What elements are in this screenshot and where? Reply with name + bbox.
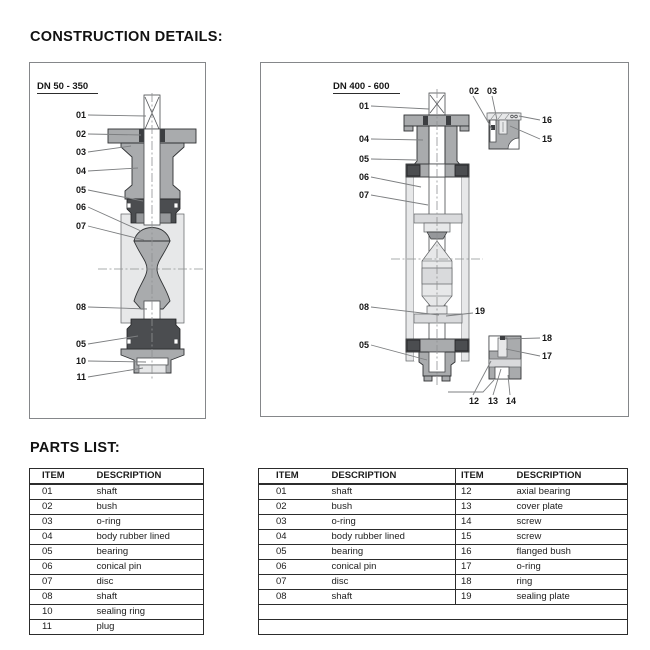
parts-row [259, 575, 628, 590]
cell-item: 02 [259, 500, 315, 515]
callout-06: 06 [358, 172, 369, 182]
cell-description: o-ring [516, 560, 628, 575]
cell-description: bearing [315, 545, 456, 560]
parts-row [30, 545, 204, 560]
callout-01: 01 [358, 101, 369, 111]
parts-row [259, 484, 628, 500]
cell-description: disc [315, 575, 456, 590]
callout-14: 14 [505, 396, 516, 406]
leader-line [88, 115, 146, 116]
cell-description: bush [315, 500, 456, 515]
parts-row [30, 530, 204, 545]
parts-list-heading: PARTS LIST: [30, 440, 121, 456]
leader-line [371, 106, 429, 109]
callout-02: 02 [75, 129, 86, 139]
cell-item: 04 [30, 530, 85, 545]
callout-01: 01 [75, 110, 86, 120]
callout-18: 18 [542, 333, 553, 343]
parts-row [30, 575, 204, 590]
cell-description: bearing [85, 545, 204, 560]
empty-row-cell [259, 605, 628, 620]
dn400-range-label: DN 400 - 600 [333, 81, 400, 94]
callout-07: 07 [358, 190, 369, 200]
leader-line [519, 116, 540, 120]
parts-row [30, 590, 204, 605]
parts-row [30, 515, 204, 530]
parts-row [30, 500, 204, 515]
callout-12: 12 [468, 396, 479, 406]
cell-description: screw [516, 530, 628, 545]
callout-05: 05 [358, 340, 369, 350]
header-item: ITEM [456, 469, 516, 485]
parts-table-dn50 [29, 468, 204, 635]
callout-04: 04 [75, 166, 86, 176]
cell-item: 19 [456, 590, 516, 605]
cell-description: shaft [315, 590, 456, 605]
parts-row [259, 590, 628, 605]
leader-line [88, 168, 138, 171]
cell-item: 08 [259, 590, 315, 605]
parts-header-row [259, 469, 628, 485]
cell-item: 06 [30, 560, 85, 575]
cell-description: screw [516, 515, 628, 530]
leader-line [371, 159, 416, 160]
header-item: ITEM [30, 469, 85, 485]
callout-11: 11 [76, 372, 86, 382]
cell-description: body rubber lined [315, 530, 456, 545]
cell-description: ring [516, 575, 628, 590]
parts-row [30, 560, 204, 575]
cell-description: body rubber lined [85, 530, 204, 545]
callout-07: 07 [75, 221, 86, 231]
header-description: DESCRIPTION [315, 469, 456, 485]
cell-description: shaft [85, 484, 204, 500]
diagram-dn50-box [29, 62, 206, 419]
cell-description: shaft [85, 590, 204, 605]
diagram-dn400-box [260, 62, 629, 417]
cell-description: flanged bush [516, 545, 628, 560]
callout-13: 13 [487, 396, 498, 406]
cell-item: 10 [30, 605, 85, 620]
cell-description: axial bearing [516, 484, 628, 500]
cell-item: 15 [456, 530, 516, 545]
callout-03: 03 [486, 86, 497, 96]
header-description: DESCRIPTION [516, 469, 628, 485]
cell-item: 03 [30, 515, 85, 530]
cell-description: bush [85, 500, 204, 515]
callout-10: 10 [75, 356, 86, 366]
empty-row [259, 620, 628, 635]
cell-item: 02 [30, 500, 85, 515]
cell-description: sealing ring [85, 605, 204, 620]
cell-item: 11 [30, 620, 85, 635]
callout-03: 03 [75, 147, 86, 157]
parts-row [30, 484, 204, 500]
cell-item: 13 [456, 500, 516, 515]
cell-description: plug [85, 620, 204, 635]
cell-item: 17 [456, 560, 516, 575]
dn50-valve-drawing [30, 63, 205, 418]
parts-row [259, 530, 628, 545]
cell-description: conical pin [85, 560, 204, 575]
empty-row [259, 605, 628, 620]
cell-item: 16 [456, 545, 516, 560]
parts-row [259, 515, 628, 530]
header-description: DESCRIPTION [85, 469, 204, 485]
top-detail-inset [487, 113, 521, 149]
callout-16: 16 [542, 115, 553, 125]
header-item: ITEM [259, 469, 315, 485]
construction-details-heading: CONSTRUCTION DETAILS: [30, 29, 223, 45]
cell-item: 01 [30, 484, 85, 500]
cell-item: 05 [259, 545, 315, 560]
leader-line [371, 139, 423, 140]
cell-item: 08 [30, 590, 85, 605]
cell-item: 18 [456, 575, 516, 590]
cell-item: 07 [259, 575, 315, 590]
leader-line [473, 361, 491, 395]
callout-08: 08 [358, 302, 369, 312]
callout-19: 19 [475, 306, 486, 316]
parts-row [259, 545, 628, 560]
parts-row [259, 560, 628, 575]
callout-05: 05 [358, 154, 369, 164]
cell-item: 14 [456, 515, 516, 530]
parts-table-dn400 [258, 468, 628, 635]
cell-item: 04 [259, 530, 315, 545]
cell-description: cover plate [516, 500, 628, 515]
parts-row [30, 605, 204, 620]
cell-item: 06 [259, 560, 315, 575]
dn400-valve-drawing [261, 63, 628, 416]
leader-line [473, 96, 492, 129]
parts-row [259, 500, 628, 515]
cell-description: o-ring [85, 515, 204, 530]
cell-description: conical pin [315, 560, 456, 575]
dn50-range-label: DN 50 - 350 [37, 81, 98, 94]
parts-header-row [30, 469, 204, 485]
cell-item: 07 [30, 575, 85, 590]
callout-17: 17 [542, 351, 553, 361]
callout-05: 05 [75, 185, 86, 195]
cell-description: o-ring [315, 515, 456, 530]
callout-08: 08 [75, 302, 86, 312]
parts-row [30, 620, 204, 635]
callout-02: 02 [468, 86, 479, 96]
cell-item: 12 [456, 484, 516, 500]
cell-description: shaft [315, 484, 456, 500]
cell-item: 01 [259, 484, 315, 500]
cell-item: 03 [259, 515, 315, 530]
cell-description: disc [85, 575, 204, 590]
callout-15: 15 [542, 134, 553, 144]
cell-description: sealing plate [516, 590, 628, 605]
callout-05: 05 [75, 339, 86, 349]
callout-06: 06 [75, 202, 86, 212]
empty-row-cell [259, 620, 628, 635]
cell-item: 05 [30, 545, 85, 560]
callout-04: 04 [358, 134, 369, 144]
